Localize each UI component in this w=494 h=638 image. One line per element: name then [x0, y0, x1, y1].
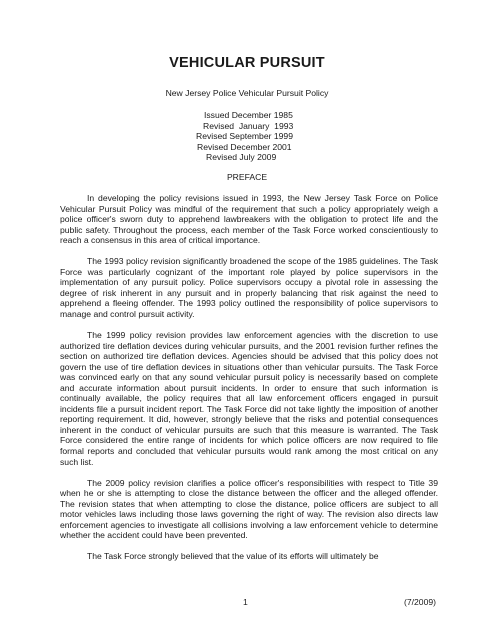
revision-history: [196, 110, 316, 163]
revision-line: Revised September 1999: [196, 131, 293, 142]
document-subtitle: New Jersey Police Vehicular Pursuit Policy: [165, 88, 329, 98]
paragraph: The 1993 policy revision significantly broadened the scope of the 1985 guidelines. The Task Force was particularly cognizant of the important role played by police supervisors in the implementation of any pursuit policy. Police supervisors occupy a pivotal role in assessing the degree of risk inherent in any pursuit and in properly balancing that risk against the need to apprehend a fleeing offender. The 1993 policy outlined the responsibility of police supervisors to manage and control pursuit activity.: [60, 256, 438, 319]
revision-line: Revised December 2001: [197, 141, 292, 152]
paragraph: The 2009 policy revision clarifies a police officer's responsibilities with respect to Title 39 when he or she is attempting to close the distance between the officer and the alleged offender. The revision states that when attempting to close the distance, police officers are subject to all motor vehicles laws including those laws governing the right of way. The revision also directs law enforcement agencies to investigate all collisions involving a law enforcement vehicle to determine whether the accident could have been prevented.: [60, 477, 438, 541]
revision-line: Revised July 2009: [206, 152, 277, 163]
revision-line: Revised January 1993: [203, 120, 294, 131]
paragraph: The 1999 policy revision provides law enforcement agencies with the discretion to use authorized tire deflation devices during vehicular pursuits, and the 2001 revision further refines the section on authorized tire deflation devices. Agencies should be advised that this policy does not govern the use of tire deflation devices in situations other than vehicular pursuits. The Task Force was convinced early on that any sound vehicular pursuit policy is necessarily based on complete and accurate information about pursuit incidents. In order to ensure that such information is continually available, the policy requires that all law enforcement officers engaged in pursuit incidents file a pursuit incident report. The Task Force did not take lightly the imposition of another reporting requirement. It did, however, strongly believe that the risks and potential consequences inherent in the conduct of vehicular pursuits are such that this measure is warranted. The Task Force considered the entire range of incidents for which police officers are now required to file formal reports and concluded that vehicular pursuits would rank among the most critical on any such list.: [60, 330, 438, 467]
document-body: [60, 193, 438, 562]
revision-line: Issued December 1985: [204, 110, 293, 120]
section-heading: PREFACE: [226, 172, 268, 182]
paragraph: The Task Force strongly believed that the value of its efforts will ultimately be: [87, 551, 379, 562]
paragraph: In developing the policy revisions issued in 1993, the New Jersey Task Force on Police Vehicular Pursuit Policy was mindful of the requirement that such a policy appropriately weigh a police officer's sworn duty to apprehend lawbreakers with the obligation to protect life and the public safety. Throughout the process, each member of the Task Force worked conscientiously to reach a consensus in this area of critical importance.: [60, 193, 438, 246]
document-title: VEHICULAR PURSUIT: [169, 55, 325, 71]
revision-date: (7/2009): [403, 597, 436, 607]
page-number: 1: [243, 597, 248, 607]
